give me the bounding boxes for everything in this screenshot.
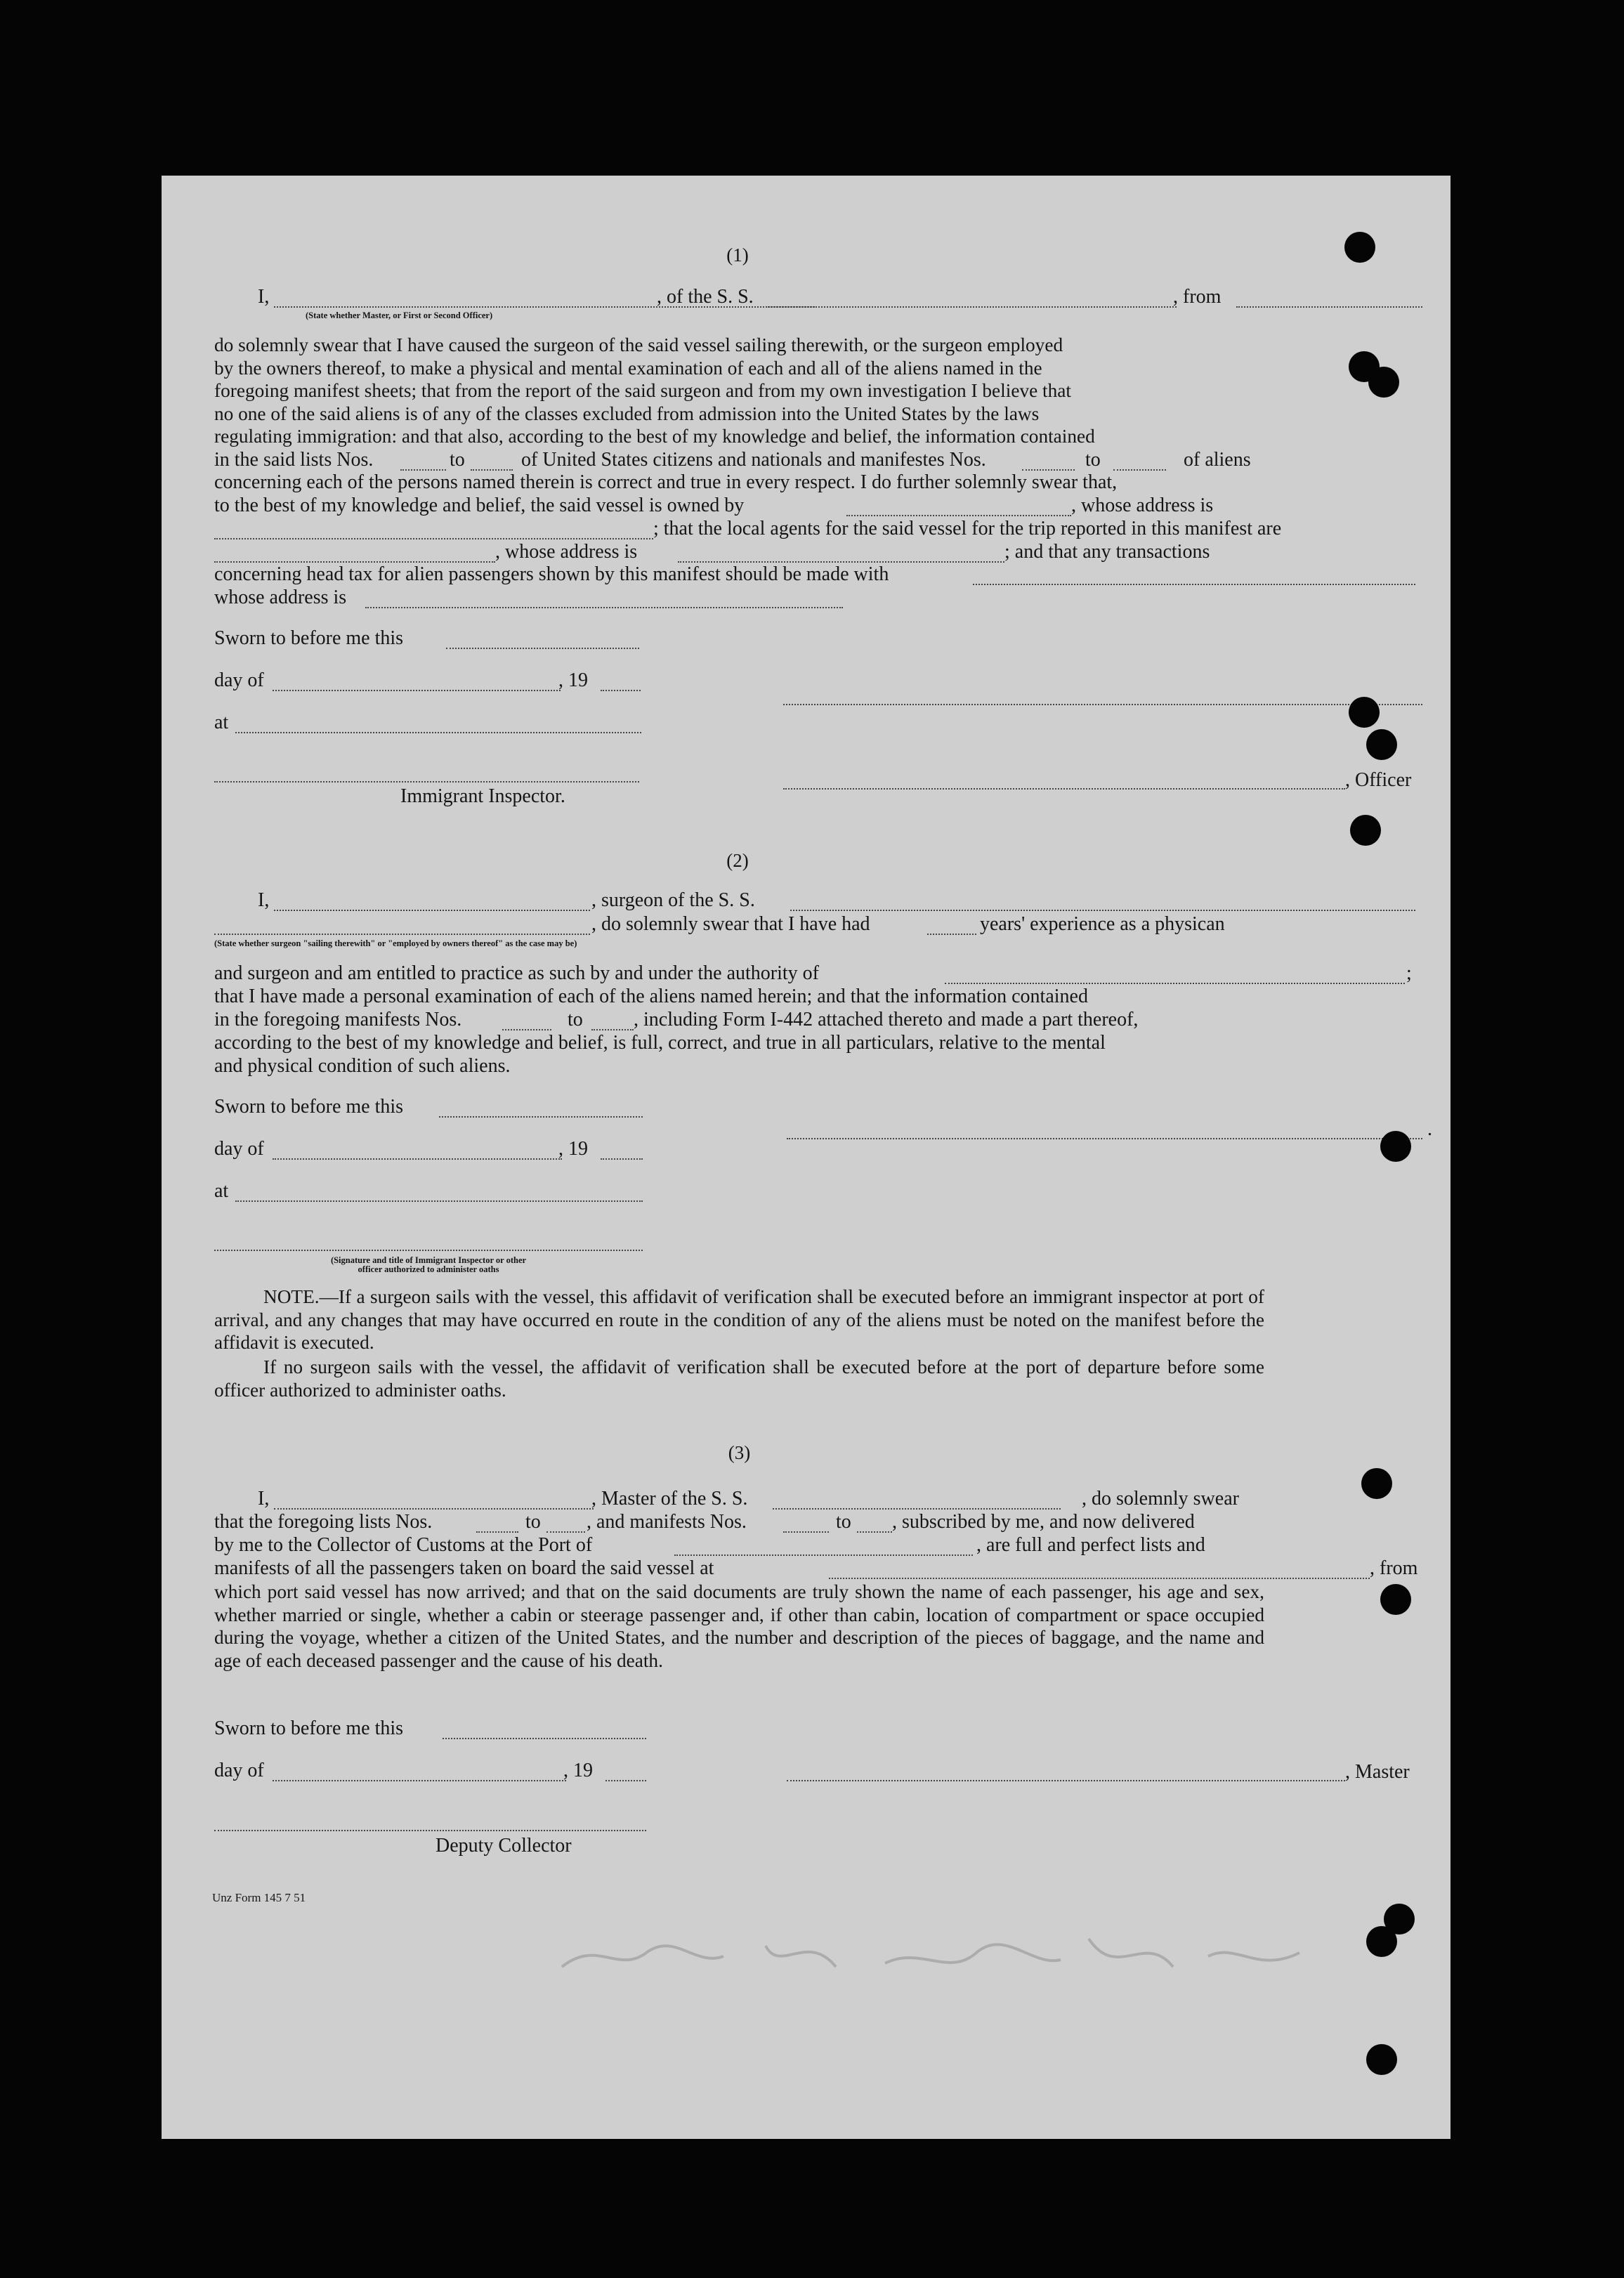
- form-page: [162, 176, 1451, 2139]
- s2-l2a: , do solemnly swear that I have had: [591, 913, 870, 935]
- s3-l4a: manifests of all the passengers taken on board the said vessel at: [214, 1557, 714, 1579]
- s2-authority-line: [945, 983, 1405, 984]
- s3-l3a: by me to the Collector of Customs at the Port of: [214, 1534, 593, 1556]
- s3-l2b: to: [525, 1511, 541, 1533]
- s1-l7: concerning each of the persons named therein is correct and true in every respect. I do further solemnly swear that,: [214, 471, 1118, 493]
- s2-note-1: NOTE.—If a surgeon sails with the vessel, this affidavit of verification shall be executed before an immigrant inspector at port of arrival, and any changes that may have occurred en route in the condition of any of the aliens must be noted on the manifest before the affidavit is executed.: [214, 1286, 1264, 1354]
- s3-port-line: [674, 1554, 973, 1556]
- s3-l4b: , from: [1370, 1557, 1418, 1579]
- s1-l6b: to: [450, 449, 465, 471]
- punch-hole: [1380, 1584, 1411, 1615]
- s1-agents-line: [214, 561, 495, 563]
- s1-day: day of: [214, 669, 264, 691]
- s1-headtax-line: [973, 584, 1415, 585]
- s1-l6c: of United States citizens and nationals and manifestes Nos.: [521, 449, 986, 471]
- s2-sig-note-1: (Signature and title of Immigrant Inspector or other: [330, 1255, 527, 1265]
- s3-embark-line: [829, 1578, 1370, 1579]
- s1-l11: concerning head tax for alien passengers shown by this manifest should be made with: [214, 563, 889, 585]
- s2-sig-note-2: officer authorized to administer oaths: [358, 1264, 499, 1274]
- s2-manifest-from-line: [502, 1029, 551, 1030]
- s3-vessel-line: [773, 1508, 1061, 1510]
- s1-l6e: of aliens: [1184, 449, 1251, 471]
- s3-year-line: [605, 1780, 646, 1781]
- s1-body-line: regulating immigration: and that also, according to the best of my knowledge and belief, the information contained: [214, 426, 1095, 447]
- s2-note-2: If no surgeon sails with the vessel, the affidavit of verification shall be executed before at the port of departure before some officer authorized to administer oaths.: [214, 1356, 1264, 1401]
- s2-period: .: [1427, 1118, 1432, 1140]
- s1-agents-address-line: [678, 561, 1004, 563]
- s2-vessel-line: [790, 910, 1415, 911]
- s1-l6a: in the said lists Nos.: [214, 449, 374, 471]
- s2-years-line: [927, 934, 976, 935]
- s3-sworn: Sworn to before me this: [214, 1717, 404, 1739]
- s1-vessel-line: [766, 306, 1177, 308]
- s2-l5b: to: [568, 1009, 583, 1030]
- punch-hole: [1349, 697, 1380, 728]
- s1-inspector: Immigrant Inspector.: [400, 785, 565, 807]
- s2-sworn: Sworn to before me this: [214, 1096, 404, 1118]
- s1-officer-note: (State whether Master, or First or Second Officer): [306, 310, 493, 320]
- s2-l5c: , including Form I-442 attached thereto and made a part thereof,: [634, 1009, 1139, 1030]
- s3-lists-from-line: [476, 1531, 518, 1533]
- s2-l4: that I have made a personal examination of each of the aliens named herein; and that the information contained: [214, 986, 1088, 1007]
- s2-l5a: in the foregoing manifests Nos.: [214, 1009, 462, 1030]
- s1-address-line: [214, 538, 653, 539]
- s2-sig-line: [214, 1250, 643, 1251]
- s1-from-line: [1236, 306, 1422, 308]
- s1-lists-to-line: [471, 469, 513, 471]
- s1-l12: whose address is: [214, 587, 347, 608]
- s3-day: day of: [214, 1760, 264, 1781]
- punch-hole: [1366, 1926, 1397, 1957]
- s2-signature-line: [787, 1138, 1422, 1139]
- s2-year-line: [601, 1158, 643, 1160]
- s3-l1c: , do solemnly swear: [1082, 1488, 1239, 1510]
- s1-of-ss: , of the S. S.: [657, 286, 754, 308]
- s1-day-line: [273, 690, 561, 691]
- s1-inspector-line: [214, 781, 639, 783]
- s3-i: I,: [258, 1488, 270, 1510]
- s1-l10a: , whose address is: [495, 541, 638, 563]
- s1-signature-line: [783, 704, 1422, 705]
- s2-i: I,: [258, 889, 270, 911]
- s1-sworn-line: [446, 648, 639, 649]
- s2-l6: according to the best of my knowledge and belief, is full, correct, and true in all particulars, relative to the mental: [214, 1032, 1106, 1054]
- s2-manifest-to-line: [591, 1029, 634, 1030]
- faint-handwriting: [555, 1925, 1328, 1998]
- handwriting-scribble: [555, 1925, 1328, 1988]
- s3-master: , Master: [1345, 1761, 1410, 1783]
- s2-l1b: , surgeon of the S. S.: [591, 889, 755, 911]
- s2-l7: and physical condition of such aliens.: [214, 1055, 511, 1077]
- form-identifier: Unz Form 145 7 51: [212, 1891, 306, 1904]
- s1-body: [214, 334, 1264, 448]
- s2-year: , 19: [558, 1138, 588, 1160]
- s1-year: , 19: [558, 669, 588, 691]
- s3-l1b: , Master of the S. S.: [591, 1488, 748, 1510]
- s3-l2e: , subscribed by me, and now delivered: [892, 1511, 1195, 1533]
- s1-at: at: [214, 712, 229, 733]
- s3-master-sign-line: [787, 1780, 1345, 1781]
- s3-l2a: that the foregoing lists Nos.: [214, 1511, 433, 1533]
- s3-sworn-line: [443, 1738, 646, 1739]
- s2-surgeon-line: [274, 910, 590, 911]
- punch-hole: [1350, 815, 1381, 846]
- s2-status-note: (State whether surgeon "sailing therewith" or "employed by owners thereof" as the case may be): [214, 938, 577, 948]
- section-3-number: (3): [728, 1442, 751, 1463]
- s3-body: which port said vessel has now arrived; and that on the said documents are truly shown the name of each passenger, his age and sex, whether married or single, whether a cabin or steerage passenger and, if other than cabin, location of compartment or space occupied during the voyage, whether a citizen of the United States, and the number and description of the pieces of baggage, and the name and age of each deceased passenger and the cause of his death.: [214, 1581, 1264, 1671]
- s2-at: at: [214, 1180, 229, 1202]
- s1-l6d: to: [1085, 449, 1101, 471]
- s1-officer-sign-line: [783, 788, 1345, 790]
- s3-l2c: , and manifests Nos.: [587, 1511, 747, 1533]
- s1-lists-from-line: [400, 469, 446, 471]
- punch-hole: [1366, 2044, 1397, 2075]
- section-2-number: (2): [726, 850, 749, 871]
- s2-at-line: [235, 1200, 643, 1202]
- s3-lists-to-line: [546, 1531, 585, 1533]
- s1-body-line: by the owners thereof, to make a physical and mental examination of each and all of the aliens named in the: [214, 357, 1042, 379]
- section-1-number: (1): [726, 244, 749, 266]
- s1-at-line: [235, 732, 641, 733]
- s2-l3a: and surgeon and am entitled to practice as such by and under the authority of: [214, 962, 819, 984]
- s3-manifest-to-line: [857, 1531, 892, 1533]
- s2-day: day of: [214, 1138, 264, 1160]
- s3-deputy: Deputy Collector: [436, 1835, 572, 1857]
- s1-l8a: to the best of my knowledge and belief, the said vessel is owned by: [214, 495, 745, 516]
- s1-year-line: [601, 690, 641, 691]
- punch-hole: [1344, 232, 1375, 263]
- s3-l2d: to: [836, 1511, 851, 1533]
- s3-manifest-from-line: [783, 1531, 829, 1533]
- s3-day-line: [273, 1780, 566, 1781]
- s1-body-line: no one of the said aliens is of any of the classes excluded from admission into the United States by the laws: [214, 402, 1040, 424]
- s2-l2b: years' experience as a physican: [980, 913, 1225, 935]
- s3-l3b: , are full and perfect lists and: [976, 1534, 1205, 1556]
- s1-headtax-address-line: [365, 607, 843, 608]
- s1-body-line: foregoing manifest sheets; that from the report of the said surgeon and from my own investigation I believe that: [214, 380, 1071, 402]
- punch-hole: [1366, 729, 1397, 760]
- s1-l10b: ; and that any transactions: [1004, 541, 1210, 563]
- s1-l8b: , whose address is: [1071, 495, 1214, 516]
- s3-master-line: [274, 1508, 594, 1510]
- s2-semicolon: ;: [1406, 962, 1412, 984]
- s2-day-line: [273, 1158, 562, 1160]
- s1-from: , from: [1173, 286, 1222, 308]
- s3-year: , 19: [563, 1760, 593, 1781]
- s3-deputy-line: [214, 1830, 646, 1831]
- s1-manifest-from-line: [1022, 469, 1075, 471]
- s2-sworn-line: [439, 1116, 643, 1118]
- punch-hole: [1368, 367, 1399, 398]
- punch-hole: [1380, 1131, 1411, 1162]
- s1-owner-line: [846, 515, 1071, 516]
- s1-i: I,: [258, 286, 270, 308]
- s1-sworn: Sworn to before me this: [214, 627, 404, 649]
- punch-hole: [1361, 1468, 1392, 1499]
- s1-officer: , Officer: [1345, 769, 1412, 791]
- s1-l9: ; that the local agents for the said vessel for the trip reported in this manifest are: [653, 518, 1282, 539]
- s1-body-line: do solemnly swear that I have caused the surgeon of the said vessel sailing therewith, or the surgeon employed: [214, 334, 1063, 355]
- s2-status-line: [214, 934, 590, 935]
- s1-manifest-to-line: [1113, 469, 1166, 471]
